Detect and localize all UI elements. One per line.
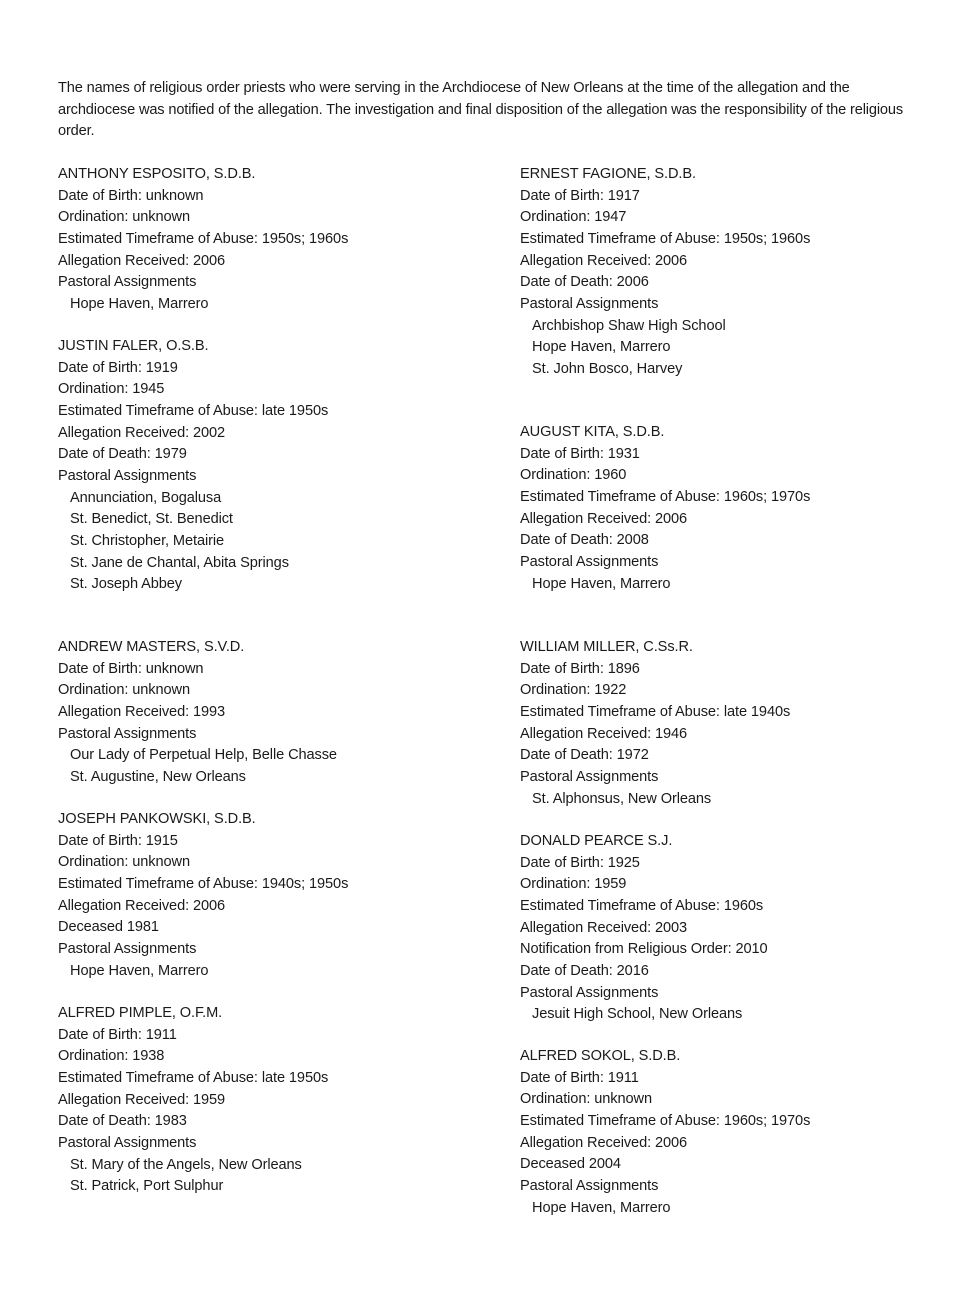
entry-field: Allegation Received: 1959 [58,1091,226,1108]
entry-field: Estimated Timeframe of Abuse: 1960s; 1970s [520,488,811,505]
entry-field: Allegation Received: 1946 [520,725,688,742]
entry-field: Deceased 1981 [58,919,159,936]
priest-entry-kita [520,422,940,595]
entry-field: Allegation Received: 2006 [520,252,688,269]
pastoral-assignment: Annunciation, Bogalusa [70,489,222,506]
intro-paragraph: The names of religious order priests who were serving in the Archdiocese of New Orleans at the time of the allegation and the archdiocese was notified of the allegation. The investigation and final disposition of the allegation was the responsibility of the religious order. [58,80,904,140]
entry-field: Date of Death: 1979 [58,446,187,463]
pastoral-assignment: St. Patrick, Port Sulphur [70,1178,224,1195]
entry-field: Date of Death: 2006 [520,274,649,291]
entry-field: Estimated Timeframe of Abuse: 1940s; 1950s [58,875,349,892]
entry-field: Ordination: unknown [58,854,190,871]
pastoral-assignment: St. John Bosco, Harvey [532,360,683,377]
pastoral-assignment: Hope Haven, Marrero [532,575,671,592]
entry-field: Ordination: 1959 [520,876,627,893]
entry-field: Ordination: unknown [58,209,190,226]
priest-name: AUGUST KITA, S.D.B. [520,424,665,440]
priest-name: ERNEST FAGIONE, S.D.B. [520,166,696,182]
priest-entry-pankowski [58,809,478,982]
entry-field: Pastoral Assignments [58,725,197,742]
priest-name: DONALD PEARCE S.J. [520,833,673,849]
entry-field: Allegation Received: 2006 [58,252,226,269]
entry-field: Date of Birth: 1911 [58,1026,177,1043]
entry-field: Estimated Timeframe of Abuse: 1950s; 1960s [58,230,349,247]
entry-field: Pastoral Assignments [58,274,197,291]
entry-field: Pastoral Assignments [58,467,197,484]
pastoral-assignment: Our Lady of Perpetual Help, Belle Chasse [70,747,337,764]
priest-name: WILLIAM MILLER, C.Ss.R. [520,639,693,655]
entry-field: Date of Birth: 1931 [520,445,640,462]
entry-field: Pastoral Assignments [520,553,659,570]
pastoral-assignment: Hope Haven, Marrero [532,1199,671,1216]
pastoral-assignment: St. Jane de Chantal, Abita Springs [70,554,289,571]
pastoral-assignment: St. Christopher, Metairie [70,532,225,549]
priest-name: ANTHONY ESPOSITO, S.D.B. [58,166,256,182]
entry-field: Date of Death: 2008 [520,532,649,549]
priest-name: JUSTIN FALER, O.S.B. [58,338,209,354]
entry-field: Date of Birth: 1917 [520,187,640,204]
pastoral-assignment: St. Joseph Abbey [70,576,182,593]
pastoral-assignment: St. Mary of the Angels, New Orleans [70,1156,302,1173]
entry-field: Date of Death: 2016 [520,962,649,979]
entry-field: Ordination: 1945 [58,381,165,398]
entry-field: Ordination: unknown [520,1091,652,1108]
priest-entry-fagione [520,164,940,381]
pastoral-assignment: Hope Haven, Marrero [532,339,671,356]
priest-name: JOSEPH PANKOWSKI, S.D.B. [58,811,256,827]
entry-field: Date of Birth: 1925 [520,854,640,871]
entry-field: Date of Birth: unknown [58,660,204,677]
entry-field: Pastoral Assignments [520,768,659,785]
entry-field: Date of Birth: 1896 [520,660,640,677]
entry-field: Ordination: 1922 [520,682,627,699]
entry-field: Estimated Timeframe of Abuse: late 1950s [58,1069,329,1086]
priest-entry-faler [58,336,478,596]
entry-field: Pastoral Assignments [520,984,659,1001]
pastoral-assignment: St. Augustine, New Orleans [70,768,246,785]
entry-field: Ordination: 1947 [520,209,627,226]
priest-name: ALFRED PIMPLE, O.F.M. [58,1005,223,1021]
entry-field: Date of Death: 1983 [58,1113,187,1130]
entry-field: Ordination: 1938 [58,1048,165,1065]
pastoral-assignment: Hope Haven, Marrero [70,295,209,312]
priest-entry-miller [520,637,940,810]
entry-field: Allegation Received: 2006 [520,1134,688,1151]
priest-name: ANDREW MASTERS, S.V.D. [58,639,245,655]
pastoral-assignment: Jesuit High School, New Orleans [532,1006,743,1023]
entry-field: Pastoral Assignments [520,1177,659,1194]
entry-field: Estimated Timeframe of Abuse: 1950s; 1960s [520,230,811,247]
entry-field: Allegation Received: 2006 [58,897,226,914]
entry-field: Date of Birth: 1915 [58,832,178,849]
priest-name: ALFRED SOKOL, S.D.B. [520,1048,681,1064]
entry-field: Estimated Timeframe of Abuse: late 1940s [520,703,791,720]
entry-field: Date of Birth: 1919 [58,359,178,376]
entry-field: Estimated Timeframe of Abuse: 1960s; 1970s [520,1112,811,1129]
entry-field: Allegation Received: 2006 [520,510,688,527]
entry-field: Allegation Received: 1993 [58,703,226,720]
entry-field: Allegation Received: 2003 [520,919,688,936]
entry-field: Pastoral Assignments [58,1134,197,1151]
entry-field: Pastoral Assignments [58,940,197,957]
entry-field: Date of Birth: 1911 [520,1069,639,1086]
entry-field: Date of Birth: unknown [58,187,204,204]
entry-field: Ordination: unknown [58,682,190,699]
entry-field: Pastoral Assignments [520,295,659,312]
priest-entry-pimple [58,1003,478,1198]
priest-entry-esposito [58,164,478,316]
entry-field: Ordination: 1960 [520,467,627,484]
priest-entry-masters [58,637,478,789]
entry-field: Notification from Religious Order: 2010 [520,941,768,958]
entry-field: Allegation Received: 2002 [58,424,226,441]
pastoral-assignment: St. Alphonsus, New Orleans [532,790,712,807]
entry-field: Date of Death: 1972 [520,747,649,764]
pastoral-assignment: St. Benedict, St. Benedict [70,511,233,528]
priest-entry-sokol [520,1046,940,1219]
entry-field: Estimated Timeframe of Abuse: late 1950s [58,402,329,419]
pastoral-assignment: Hope Haven, Marrero [70,962,209,979]
priest-entry-pearce [520,831,940,1026]
pastoral-assignment: Archbishop Shaw High School [532,317,726,334]
entry-field: Estimated Timeframe of Abuse: 1960s [520,897,764,914]
entry-field: Deceased 2004 [520,1156,621,1173]
